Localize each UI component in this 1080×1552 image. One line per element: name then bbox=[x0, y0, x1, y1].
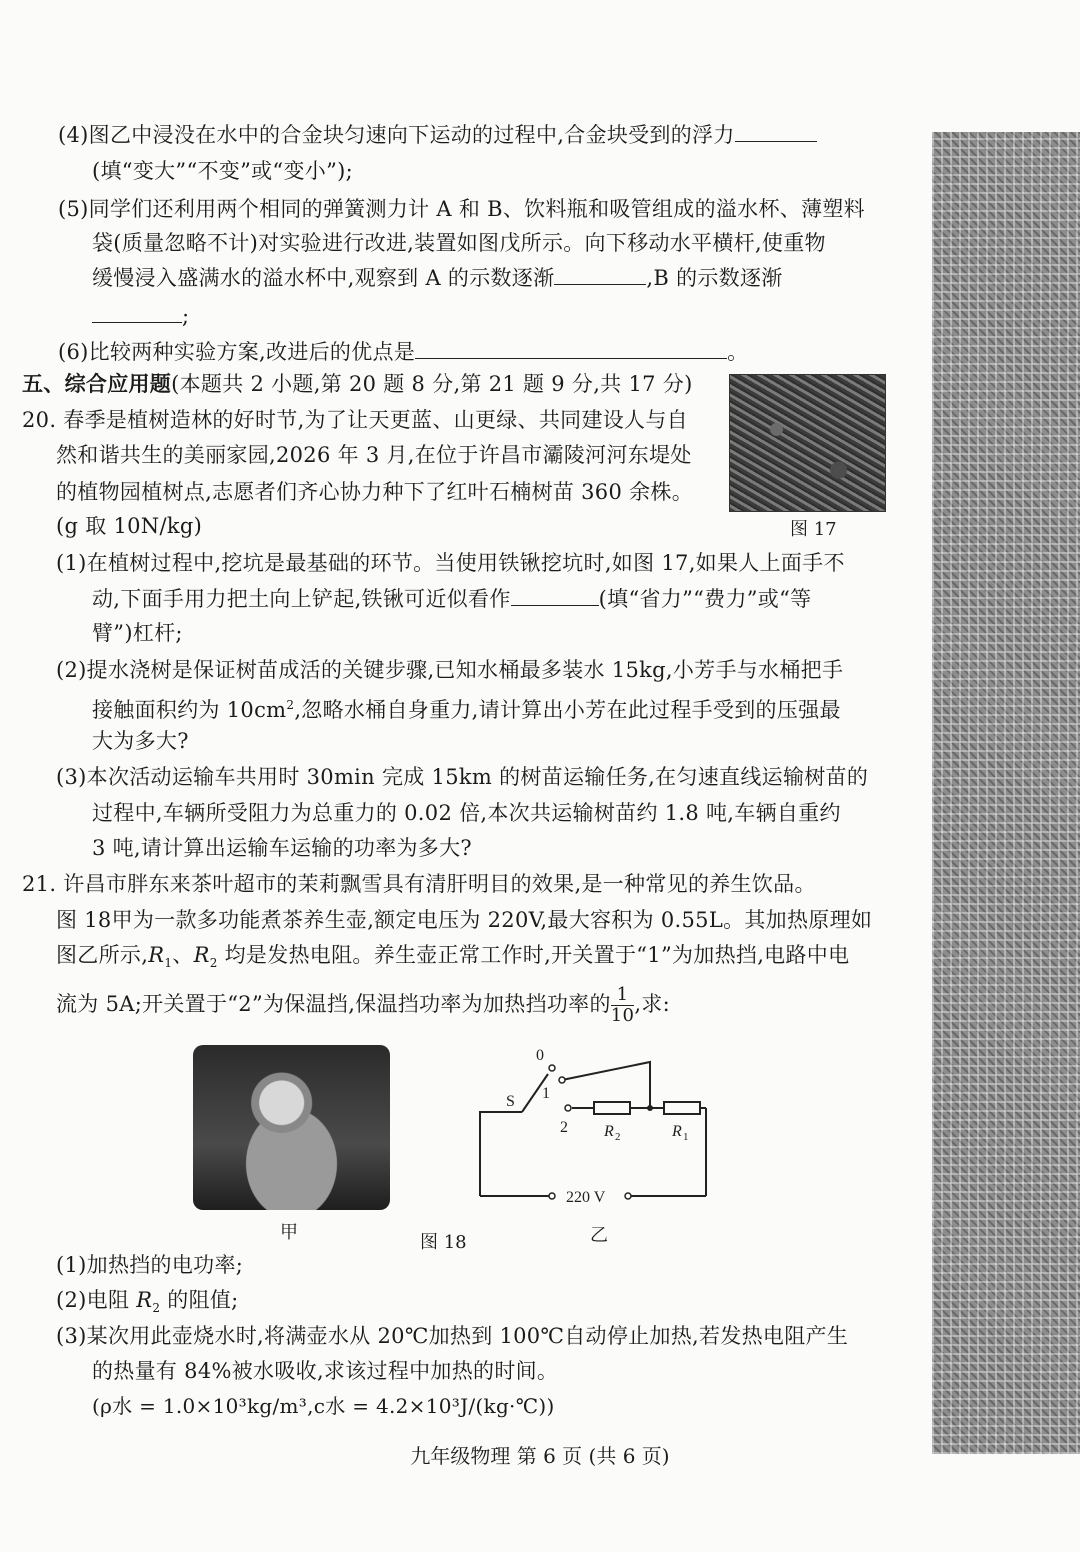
q21-constants: (ρ水 = 1.0×10³kg/m³,c水 = 4.2×10³J/(kg·℃)) bbox=[92, 1394, 555, 1418]
q21-line3: 图乙所示$,R_1$、$R_2$ 均是发热电阻。养生壶正常工作时,开关置于“1”为加热挡,电路中电 bbox=[56, 943, 850, 971]
q4-line1: (4)图乙中浸没在水中的合金块匀速向下运动的过程中,合金块受到的浮力 bbox=[58, 120, 817, 150]
supply-terminal-left bbox=[549, 1193, 555, 1199]
q21-p1: (1)加热挡的电功率; bbox=[56, 1253, 244, 1277]
label-voltage: 220 V bbox=[566, 1189, 606, 1206]
supply-terminal-right bbox=[625, 1193, 631, 1199]
label-s: S bbox=[506, 1093, 515, 1110]
label-r1-sub: 1 bbox=[683, 1131, 689, 1143]
q20-p3-line1: (3)本次活动运输车共用时 30min 完成 15km 的树苗运输任务,在匀速直线运输树苗的 bbox=[56, 765, 869, 789]
q5-line2: 袋(质量忽略不计)对实验进行改进,装置如图戊所示。向下移动水平横杆,使重物 bbox=[92, 231, 826, 255]
junction-dot bbox=[647, 1105, 653, 1111]
q21-p3-line2: 的热量有 84%被水吸收,求该过程中加热的时间。 bbox=[92, 1359, 559, 1383]
fraction-one-tenth: $\frac{1}{10}$ bbox=[610, 984, 635, 1026]
figure-17-photo bbox=[729, 374, 886, 512]
label-2: 2 bbox=[560, 1119, 568, 1136]
q20-p2-line2: 接触面积约为 $10cm^2$,忽略水桶自身重力,请计算出小芳在此过程手受到的压强最 bbox=[92, 698, 841, 722]
q20-line3: 的植物园植树点,志愿者们齐心协力种下了红叶石楠树苗 360 余株。 bbox=[56, 480, 694, 504]
q20-p1-line1: (1)在植树过程中,挖坑是最基础的环节。当使用铁锹挖坑时,如图 17,如果人上面手不 bbox=[56, 551, 845, 575]
figure-18-kettle-photo bbox=[193, 1045, 390, 1210]
q5-line4: ; bbox=[92, 301, 189, 331]
terminal-0 bbox=[549, 1065, 555, 1071]
label-r2: R bbox=[604, 1123, 614, 1140]
figure-18-caption: 图 18 bbox=[420, 1232, 467, 1253]
q5-line3: 缓慢浸入盛满水的溢水杯中,观察到 A 的示数逐渐 ,B 的示数逐渐 bbox=[92, 266, 783, 290]
resistor-r1 bbox=[664, 1102, 700, 1114]
answer-blank[interactable] bbox=[92, 302, 182, 323]
label-r1: R bbox=[672, 1123, 682, 1140]
q20-line2: 然和谐共生的美丽家园,2026 年 3 月,在位于许昌市灞陵河河东堤处 bbox=[56, 443, 692, 467]
q5-line1: (5)同学们还利用两个相同的弹簧测力计 A 和 B、饮料瓶和吸管组成的溢水杯、薄塑料 bbox=[58, 197, 865, 221]
q20-p1-line2: 动,下面手用力把土向上铲起,铁锹可近似看作 (填“省力”“费力”或“等 bbox=[92, 587, 812, 611]
q20-p2-line1: (2)提水浇树是保证树苗成活的关键步骤,已知水桶最多装水 15kg,小芳手与水桶把手 bbox=[56, 658, 844, 682]
label-0: 0 bbox=[536, 1047, 544, 1064]
answer-blank[interactable] bbox=[735, 121, 817, 142]
q21-line1: 21. 许昌市胖东来茶叶超市的茉莉飘雪具有清肝明目的效果,是一种常见的养生饮品。 bbox=[22, 872, 816, 896]
q4-line2: (填“变大”“不变”或“变小”); bbox=[92, 159, 353, 183]
section-heading: 五、综合应用题(本题共 2 小题,第 20 题 8 分,第 21 题 9 分,共 17 分) bbox=[22, 371, 693, 396]
q21-line4: 流为 5A;开关置于“2”为保温挡,保温挡功率为加热挡功率的 $\frac{1}{10}$ ,求: bbox=[56, 984, 670, 1026]
q21-p2: (2)电阻 $R_2$ 的阻值; bbox=[56, 1288, 239, 1316]
q20-line1: 20. 春季是植树造林的好时节,为了让天更蓝、山更绿、共同建设人与自 bbox=[22, 408, 688, 432]
q20-p3-line3: 3 吨,请计算出运输车运输的功率为多大? bbox=[92, 836, 472, 860]
q21-line2: 图 18甲为一款多功能煮茶养生壶,额定电压为 220V,最大容积为 0.55L。其加热原理如 bbox=[56, 908, 873, 932]
page-footer: 九年级物理 第 6 页 (共 6 页) bbox=[410, 1444, 670, 1468]
q20-p2-line3: 大为多大? bbox=[92, 729, 189, 753]
circuit-diagram bbox=[470, 1040, 720, 1210]
q20-gravity: (g 取 10N/kg) bbox=[56, 514, 203, 538]
label-r2-sub: 2 bbox=[615, 1131, 621, 1143]
label-jia: 甲 bbox=[280, 1222, 298, 1243]
terminal-2 bbox=[565, 1105, 571, 1111]
answer-blank[interactable] bbox=[554, 264, 646, 285]
label-1: 1 bbox=[542, 1085, 550, 1102]
q20-p1-line3: 臂”)杠杆; bbox=[92, 621, 183, 645]
q21-p3-line1: (3)某次用此壶烧水时,将满壶水从 20℃加热到 100℃自动停止加热,若发热电阻产生 bbox=[56, 1324, 849, 1348]
terminal-1 bbox=[559, 1077, 565, 1083]
answer-blank[interactable] bbox=[511, 585, 599, 606]
q6-line: (6)比较两种实验方案,改进后的优点是 。 bbox=[58, 340, 749, 364]
label-yi: 乙 bbox=[590, 1225, 608, 1246]
q20-p3-line2: 过程中,车辆所受阻力为总重力的 0.02 倍,本次共运输树苗约 1.8 吨,车辆自重约 bbox=[92, 801, 841, 825]
answer-blank[interactable] bbox=[415, 338, 727, 359]
figure-17-caption: 图 17 bbox=[790, 519, 837, 540]
circuit-left-wire bbox=[480, 1112, 522, 1196]
resistor-r2 bbox=[594, 1102, 630, 1114]
scan-edge-strip bbox=[932, 132, 1080, 1454]
